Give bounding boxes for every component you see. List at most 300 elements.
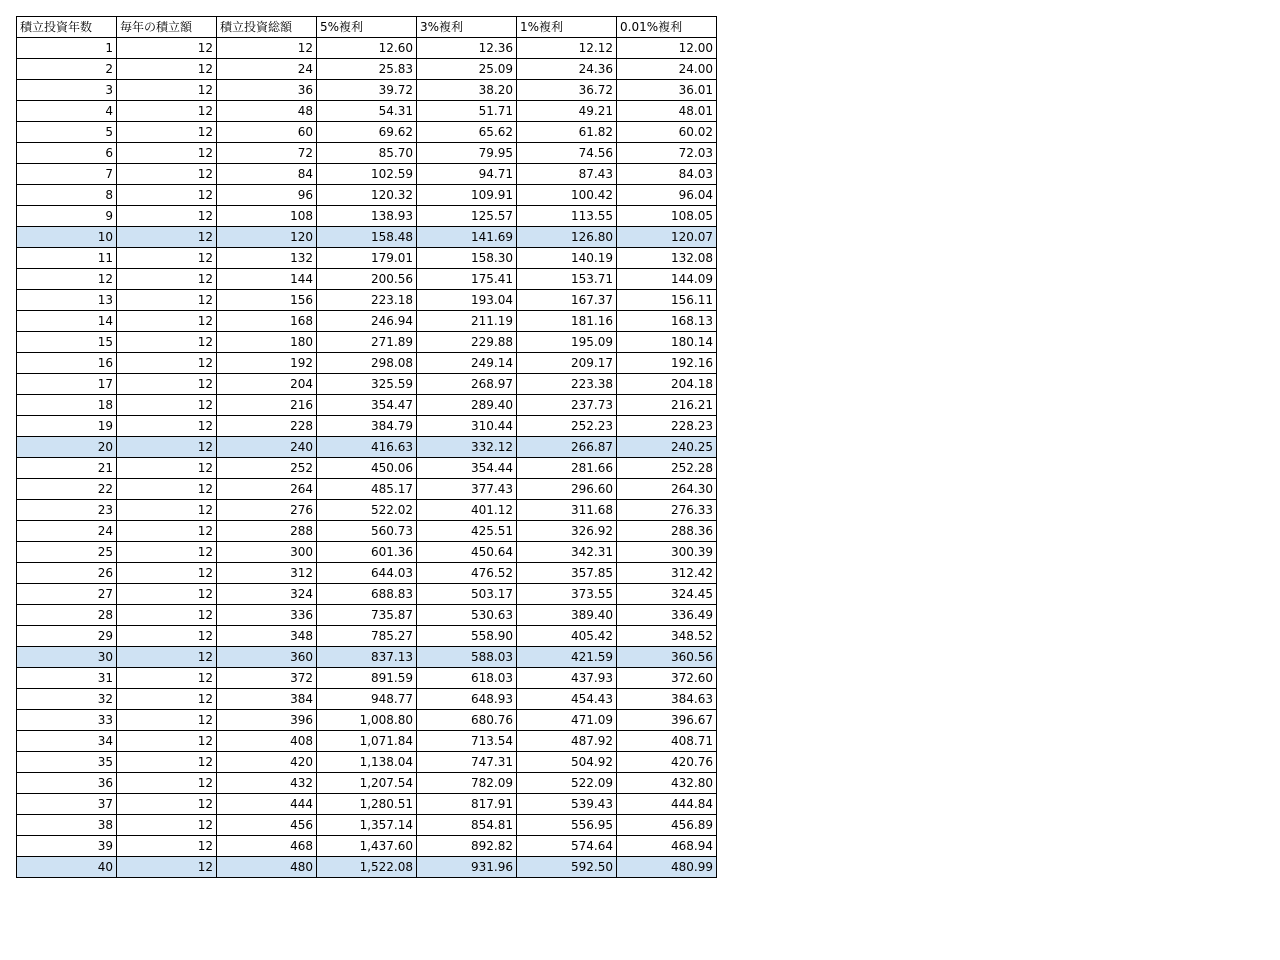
cell-total-invested[interactable]: 384 [217, 689, 317, 710]
cell-rate-0-01[interactable]: 192.16 [617, 353, 717, 374]
cell-total-invested[interactable]: 60 [217, 122, 317, 143]
cell-rate-0-01[interactable]: 468.94 [617, 836, 717, 857]
cell-rate-3[interactable]: 79.95 [417, 143, 517, 164]
cell-rate-3[interactable]: 268.97 [417, 374, 517, 395]
cell-rate-5[interactable]: 485.17 [317, 479, 417, 500]
cell-years[interactable]: 33 [17, 710, 117, 731]
cell-years[interactable]: 7 [17, 164, 117, 185]
cell-rate-1[interactable]: 296.60 [517, 479, 617, 500]
cell-years[interactable]: 4 [17, 101, 117, 122]
cell-annual-amount[interactable]: 12 [117, 731, 217, 752]
cell-rate-0-01[interactable]: 384.63 [617, 689, 717, 710]
cell-rate-5[interactable]: 1,071.84 [317, 731, 417, 752]
cell-annual-amount[interactable]: 12 [117, 353, 217, 374]
cell-total-invested[interactable]: 300 [217, 542, 317, 563]
cell-annual-amount[interactable]: 12 [117, 458, 217, 479]
cell-annual-amount[interactable]: 12 [117, 374, 217, 395]
cell-rate-1[interactable]: 357.85 [517, 563, 617, 584]
cell-rate-1[interactable]: 24.36 [517, 59, 617, 80]
cell-rate-0-01[interactable]: 180.14 [617, 332, 717, 353]
cell-rate-3[interactable]: 618.03 [417, 668, 517, 689]
cell-rate-0-01[interactable]: 312.42 [617, 563, 717, 584]
table-row [17, 605, 717, 626]
cell-rate-1[interactable]: 181.16 [517, 311, 617, 332]
cell-years[interactable]: 21 [17, 458, 117, 479]
cell-annual-amount[interactable]: 12 [117, 248, 217, 269]
cell-rate-3[interactable]: 249.14 [417, 353, 517, 374]
cell-years[interactable]: 1 [17, 38, 117, 59]
cell-rate-0-01[interactable]: 228.23 [617, 416, 717, 437]
cell-rate-1[interactable]: 140.19 [517, 248, 617, 269]
cell-rate-5[interactable]: 1,008.80 [317, 710, 417, 731]
cell-rate-3[interactable]: 38.20 [417, 80, 517, 101]
cell-total-invested[interactable]: 84 [217, 164, 317, 185]
cell-total-invested[interactable]: 48 [217, 101, 317, 122]
cell-rate-0-01[interactable]: 144.09 [617, 269, 717, 290]
cell-total-invested[interactable]: 456 [217, 815, 317, 836]
cell-rate-1[interactable]: 195.09 [517, 332, 617, 353]
cell-rate-0-01[interactable]: 36.01 [617, 80, 717, 101]
cell-rate-5[interactable]: 120.32 [317, 185, 417, 206]
cell-rate-0-01[interactable]: 156.11 [617, 290, 717, 311]
table-row [17, 689, 717, 710]
cell-years[interactable]: 10 [17, 227, 117, 248]
cell-rate-3[interactable]: 401.12 [417, 500, 517, 521]
header-annual-amount[interactable]: 毎年の積立額 [117, 17, 217, 38]
cell-annual-amount[interactable]: 12 [117, 416, 217, 437]
cell-rate-0-01[interactable]: 480.99 [617, 857, 717, 878]
cell-annual-amount[interactable]: 12 [117, 269, 217, 290]
cell-total-invested[interactable]: 36 [217, 80, 317, 101]
cell-years[interactable]: 34 [17, 731, 117, 752]
cell-rate-3[interactable]: 354.44 [417, 458, 517, 479]
cell-rate-5[interactable]: 1,207.54 [317, 773, 417, 794]
cell-total-invested[interactable]: 72 [217, 143, 317, 164]
cell-rate-0-01[interactable]: 408.71 [617, 731, 717, 752]
cell-rate-0-01[interactable]: 132.08 [617, 248, 717, 269]
cell-rate-1[interactable]: 405.42 [517, 626, 617, 647]
cell-total-invested[interactable]: 360 [217, 647, 317, 668]
cell-annual-amount[interactable]: 12 [117, 437, 217, 458]
cell-rate-5[interactable]: 785.27 [317, 626, 417, 647]
cell-rate-1[interactable]: 153.71 [517, 269, 617, 290]
cell-rate-3[interactable]: 713.54 [417, 731, 517, 752]
cell-total-invested[interactable]: 96 [217, 185, 317, 206]
cell-rate-5[interactable]: 1,522.08 [317, 857, 417, 878]
header-row [17, 17, 717, 38]
cell-years[interactable]: 8 [17, 185, 117, 206]
cell-rate-5[interactable]: 138.93 [317, 206, 417, 227]
cell-rate-5[interactable]: 54.31 [317, 101, 417, 122]
cell-rate-1[interactable]: 223.38 [517, 374, 617, 395]
cell-annual-amount[interactable]: 12 [117, 227, 217, 248]
cell-rate-5[interactable]: 200.56 [317, 269, 417, 290]
cell-total-invested[interactable]: 144 [217, 269, 317, 290]
cell-rate-0-01[interactable]: 444.84 [617, 794, 717, 815]
cell-rate-1[interactable]: 49.21 [517, 101, 617, 122]
cell-annual-amount[interactable]: 12 [117, 794, 217, 815]
cell-annual-amount[interactable]: 12 [117, 80, 217, 101]
cell-rate-5[interactable]: 354.47 [317, 395, 417, 416]
cell-rate-5[interactable]: 837.13 [317, 647, 417, 668]
cell-rate-3[interactable]: 588.03 [417, 647, 517, 668]
header-rate-1[interactable]: 1%複利 [517, 17, 617, 38]
cell-rate-5[interactable]: 560.73 [317, 521, 417, 542]
cell-rate-1[interactable]: 74.56 [517, 143, 617, 164]
cell-years[interactable]: 3 [17, 80, 117, 101]
cell-years[interactable]: 6 [17, 143, 117, 164]
cell-rate-1[interactable]: 326.92 [517, 521, 617, 542]
header-years[interactable]: 積立投資年数 [17, 17, 117, 38]
cell-years[interactable]: 24 [17, 521, 117, 542]
cell-rate-3[interactable]: 65.62 [417, 122, 517, 143]
cell-rate-0-01[interactable]: 96.04 [617, 185, 717, 206]
cell-annual-amount[interactable]: 12 [117, 479, 217, 500]
cell-annual-amount[interactable]: 12 [117, 206, 217, 227]
cell-rate-1[interactable]: 574.64 [517, 836, 617, 857]
cell-annual-amount[interactable]: 12 [117, 584, 217, 605]
cell-years[interactable]: 22 [17, 479, 117, 500]
cell-years[interactable]: 40 [17, 857, 117, 878]
cell-rate-1[interactable]: 522.09 [517, 773, 617, 794]
cell-rate-0-01[interactable]: 276.33 [617, 500, 717, 521]
cell-total-invested[interactable]: 180 [217, 332, 317, 353]
cell-total-invested[interactable]: 228 [217, 416, 317, 437]
cell-rate-1[interactable]: 556.95 [517, 815, 617, 836]
cell-total-invested[interactable]: 396 [217, 710, 317, 731]
cell-annual-amount[interactable]: 12 [117, 542, 217, 563]
cell-rate-3[interactable]: 332.12 [417, 437, 517, 458]
cell-annual-amount[interactable]: 12 [117, 500, 217, 521]
cell-rate-5[interactable]: 179.01 [317, 248, 417, 269]
cell-total-invested[interactable]: 480 [217, 857, 317, 878]
cell-rate-3[interactable]: 109.91 [417, 185, 517, 206]
cell-rate-0-01[interactable]: 60.02 [617, 122, 717, 143]
cell-rate-3[interactable]: 817.91 [417, 794, 517, 815]
cell-rate-1[interactable]: 454.43 [517, 689, 617, 710]
cell-annual-amount[interactable]: 12 [117, 836, 217, 857]
cell-rate-5[interactable]: 25.83 [317, 59, 417, 80]
cell-annual-amount[interactable]: 12 [117, 395, 217, 416]
cell-rate-3[interactable]: 158.30 [417, 248, 517, 269]
cell-rate-3[interactable]: 229.88 [417, 332, 517, 353]
cell-rate-3[interactable]: 747.31 [417, 752, 517, 773]
cell-rate-5[interactable]: 1,437.60 [317, 836, 417, 857]
cell-rate-1[interactable]: 281.66 [517, 458, 617, 479]
cell-rate-3[interactable]: 211.19 [417, 311, 517, 332]
table-row [17, 857, 717, 878]
header-total-invested[interactable]: 積立投資総額 [217, 17, 317, 38]
cell-rate-1[interactable]: 504.92 [517, 752, 617, 773]
cell-rate-3[interactable]: 12.36 [417, 38, 517, 59]
cell-annual-amount[interactable]: 12 [117, 143, 217, 164]
cell-rate-1[interactable]: 421.59 [517, 647, 617, 668]
cell-years[interactable]: 38 [17, 815, 117, 836]
cell-rate-0-01[interactable]: 204.18 [617, 374, 717, 395]
cell-rate-5[interactable]: 416.63 [317, 437, 417, 458]
cell-annual-amount[interactable]: 12 [117, 857, 217, 878]
cell-rate-5[interactable]: 522.02 [317, 500, 417, 521]
cell-rate-0-01[interactable]: 240.25 [617, 437, 717, 458]
cell-rate-1[interactable]: 342.31 [517, 542, 617, 563]
cell-rate-5[interactable]: 450.06 [317, 458, 417, 479]
cell-rate-5[interactable]: 12.60 [317, 38, 417, 59]
cell-total-invested[interactable]: 432 [217, 773, 317, 794]
cell-rate-0-01[interactable]: 396.67 [617, 710, 717, 731]
cell-rate-0-01[interactable]: 108.05 [617, 206, 717, 227]
header-rate-0-01[interactable]: 0.01%複利 [617, 17, 717, 38]
cell-rate-1[interactable]: 592.50 [517, 857, 617, 878]
cell-rate-1[interactable]: 36.72 [517, 80, 617, 101]
table-row [17, 731, 717, 752]
cell-total-invested[interactable]: 408 [217, 731, 317, 752]
cell-annual-amount[interactable]: 12 [117, 689, 217, 710]
cell-annual-amount[interactable]: 12 [117, 752, 217, 773]
cell-years[interactable]: 32 [17, 689, 117, 710]
cell-rate-0-01[interactable]: 348.52 [617, 626, 717, 647]
cell-rate-5[interactable]: 735.87 [317, 605, 417, 626]
cell-rate-1[interactable]: 487.92 [517, 731, 617, 752]
cell-rate-5[interactable]: 384.79 [317, 416, 417, 437]
cell-years[interactable]: 17 [17, 374, 117, 395]
cell-rate-5[interactable]: 158.48 [317, 227, 417, 248]
cell-rate-1[interactable]: 237.73 [517, 395, 617, 416]
cell-rate-0-01[interactable]: 288.36 [617, 521, 717, 542]
cell-rate-1[interactable]: 373.55 [517, 584, 617, 605]
cell-annual-amount[interactable]: 12 [117, 290, 217, 311]
cell-rate-0-01[interactable]: 372.60 [617, 668, 717, 689]
cell-total-invested[interactable]: 156 [217, 290, 317, 311]
cell-rate-3[interactable]: 503.17 [417, 584, 517, 605]
cell-total-invested[interactable]: 12 [217, 38, 317, 59]
cell-rate-1[interactable]: 252.23 [517, 416, 617, 437]
cell-total-invested[interactable]: 120 [217, 227, 317, 248]
cell-rate-3[interactable]: 25.09 [417, 59, 517, 80]
cell-years[interactable]: 31 [17, 668, 117, 689]
cell-annual-amount[interactable]: 12 [117, 185, 217, 206]
table-row [17, 311, 717, 332]
cell-total-invested[interactable]: 24 [217, 59, 317, 80]
cell-years[interactable]: 30 [17, 647, 117, 668]
cell-rate-1[interactable]: 471.09 [517, 710, 617, 731]
cell-total-invested[interactable]: 204 [217, 374, 317, 395]
cell-rate-0-01[interactable]: 420.76 [617, 752, 717, 773]
cell-years[interactable]: 26 [17, 563, 117, 584]
cell-rate-0-01[interactable]: 324.45 [617, 584, 717, 605]
cell-years[interactable]: 23 [17, 500, 117, 521]
cell-rate-3[interactable]: 94.71 [417, 164, 517, 185]
cell-rate-3[interactable]: 931.96 [417, 857, 517, 878]
cell-annual-amount[interactable]: 12 [117, 332, 217, 353]
cell-rate-3[interactable]: 141.69 [417, 227, 517, 248]
cell-rate-5[interactable]: 85.70 [317, 143, 417, 164]
cell-annual-amount[interactable]: 12 [117, 521, 217, 542]
cell-years[interactable]: 11 [17, 248, 117, 269]
cell-annual-amount[interactable]: 12 [117, 59, 217, 80]
cell-rate-5[interactable]: 1,138.04 [317, 752, 417, 773]
cell-rate-0-01[interactable]: 456.89 [617, 815, 717, 836]
cell-total-invested[interactable]: 312 [217, 563, 317, 584]
cell-rate-0-01[interactable]: 252.28 [617, 458, 717, 479]
cell-years[interactable]: 36 [17, 773, 117, 794]
cell-rate-5[interactable]: 891.59 [317, 668, 417, 689]
cell-rate-3[interactable]: 782.09 [417, 773, 517, 794]
cell-rate-1[interactable]: 113.55 [517, 206, 617, 227]
cell-rate-1[interactable]: 311.68 [517, 500, 617, 521]
table-row [17, 542, 717, 563]
cell-rate-1[interactable]: 100.42 [517, 185, 617, 206]
cell-total-invested[interactable]: 252 [217, 458, 317, 479]
cell-total-invested[interactable]: 276 [217, 500, 317, 521]
cell-rate-0-01[interactable]: 216.21 [617, 395, 717, 416]
cell-rate-3[interactable]: 310.44 [417, 416, 517, 437]
cell-rate-3[interactable]: 680.76 [417, 710, 517, 731]
cell-rate-1[interactable]: 87.43 [517, 164, 617, 185]
cell-rate-5[interactable]: 644.03 [317, 563, 417, 584]
cell-years[interactable]: 29 [17, 626, 117, 647]
cell-rate-1[interactable]: 167.37 [517, 290, 617, 311]
cell-total-invested[interactable]: 108 [217, 206, 317, 227]
table-row [17, 794, 717, 815]
cell-rate-0-01[interactable]: 120.07 [617, 227, 717, 248]
cell-total-invested[interactable]: 132 [217, 248, 317, 269]
cell-rate-1[interactable]: 437.93 [517, 668, 617, 689]
table-row [17, 479, 717, 500]
cell-rate-5[interactable]: 948.77 [317, 689, 417, 710]
cell-total-invested[interactable]: 444 [217, 794, 317, 815]
cell-rate-1[interactable]: 61.82 [517, 122, 617, 143]
cell-total-invested[interactable]: 264 [217, 479, 317, 500]
cell-rate-3[interactable]: 892.82 [417, 836, 517, 857]
cell-total-invested[interactable]: 192 [217, 353, 317, 374]
cell-years[interactable]: 35 [17, 752, 117, 773]
investment-table [16, 16, 717, 878]
cell-rate-5[interactable]: 39.72 [317, 80, 417, 101]
cell-annual-amount[interactable]: 12 [117, 773, 217, 794]
cell-total-invested[interactable]: 348 [217, 626, 317, 647]
cell-rate-5[interactable]: 102.59 [317, 164, 417, 185]
cell-rate-5[interactable]: 688.83 [317, 584, 417, 605]
cell-years[interactable]: 15 [17, 332, 117, 353]
cell-rate-3[interactable]: 51.71 [417, 101, 517, 122]
cell-rate-3[interactable]: 558.90 [417, 626, 517, 647]
cell-annual-amount[interactable]: 12 [117, 38, 217, 59]
cell-total-invested[interactable]: 216 [217, 395, 317, 416]
cell-rate-3[interactable]: 854.81 [417, 815, 517, 836]
cell-annual-amount[interactable]: 12 [117, 647, 217, 668]
cell-rate-0-01[interactable]: 48.01 [617, 101, 717, 122]
cell-annual-amount[interactable]: 12 [117, 311, 217, 332]
cell-years[interactable]: 2 [17, 59, 117, 80]
cell-rate-3[interactable]: 125.57 [417, 206, 517, 227]
cell-rate-1[interactable]: 209.17 [517, 353, 617, 374]
cell-rate-0-01[interactable]: 300.39 [617, 542, 717, 563]
cell-rate-3[interactable]: 476.52 [417, 563, 517, 584]
cell-rate-0-01[interactable]: 12.00 [617, 38, 717, 59]
header-rate-5[interactable]: 5%複利 [317, 17, 417, 38]
cell-years[interactable]: 9 [17, 206, 117, 227]
cell-rate-5[interactable]: 325.59 [317, 374, 417, 395]
cell-rate-5[interactable]: 246.94 [317, 311, 417, 332]
cell-rate-3[interactable]: 425.51 [417, 521, 517, 542]
cell-rate-1[interactable]: 389.40 [517, 605, 617, 626]
cell-years[interactable]: 20 [17, 437, 117, 458]
cell-annual-amount[interactable]: 12 [117, 563, 217, 584]
cell-rate-3[interactable]: 175.41 [417, 269, 517, 290]
cell-total-invested[interactable]: 420 [217, 752, 317, 773]
cell-total-invested[interactable]: 240 [217, 437, 317, 458]
cell-years[interactable]: 27 [17, 584, 117, 605]
cell-annual-amount[interactable]: 12 [117, 668, 217, 689]
cell-total-invested[interactable]: 288 [217, 521, 317, 542]
cell-rate-0-01[interactable]: 24.00 [617, 59, 717, 80]
table-row [17, 185, 717, 206]
cell-years[interactable]: 16 [17, 353, 117, 374]
cell-annual-amount[interactable]: 12 [117, 164, 217, 185]
cell-rate-0-01[interactable]: 360.56 [617, 647, 717, 668]
cell-total-invested[interactable]: 324 [217, 584, 317, 605]
cell-rate-3[interactable]: 648.93 [417, 689, 517, 710]
cell-years[interactable]: 25 [17, 542, 117, 563]
cell-years[interactable]: 5 [17, 122, 117, 143]
cell-rate-5[interactable]: 1,357.14 [317, 815, 417, 836]
cell-rate-5[interactable]: 1,280.51 [317, 794, 417, 815]
cell-years[interactable]: 12 [17, 269, 117, 290]
cell-years[interactable]: 14 [17, 311, 117, 332]
cell-rate-3[interactable]: 530.63 [417, 605, 517, 626]
cell-rate-3[interactable]: 193.04 [417, 290, 517, 311]
cell-rate-5[interactable]: 69.62 [317, 122, 417, 143]
cell-rate-5[interactable]: 271.89 [317, 332, 417, 353]
cell-rate-0-01[interactable]: 84.03 [617, 164, 717, 185]
cell-rate-0-01[interactable]: 336.49 [617, 605, 717, 626]
header-rate-3[interactable]: 3%複利 [417, 17, 517, 38]
cell-total-invested[interactable]: 468 [217, 836, 317, 857]
cell-annual-amount[interactable]: 12 [117, 101, 217, 122]
cell-total-invested[interactable]: 372 [217, 668, 317, 689]
cell-years[interactable]: 37 [17, 794, 117, 815]
cell-rate-1[interactable]: 12.12 [517, 38, 617, 59]
table-row [17, 563, 717, 584]
cell-total-invested[interactable]: 336 [217, 605, 317, 626]
cell-years[interactable]: 13 [17, 290, 117, 311]
cell-annual-amount[interactable]: 12 [117, 710, 217, 731]
cell-rate-3[interactable]: 289.40 [417, 395, 517, 416]
cell-years[interactable]: 39 [17, 836, 117, 857]
cell-annual-amount[interactable]: 12 [117, 605, 217, 626]
cell-annual-amount[interactable]: 12 [117, 122, 217, 143]
table-row [17, 815, 717, 836]
cell-rate-1[interactable]: 266.87 [517, 437, 617, 458]
cell-rate-5[interactable]: 298.08 [317, 353, 417, 374]
cell-total-invested[interactable]: 168 [217, 311, 317, 332]
cell-years[interactable]: 28 [17, 605, 117, 626]
cell-rate-1[interactable]: 539.43 [517, 794, 617, 815]
cell-rate-5[interactable]: 601.36 [317, 542, 417, 563]
cell-annual-amount[interactable]: 12 [117, 626, 217, 647]
cell-rate-3[interactable]: 377.43 [417, 479, 517, 500]
cell-rate-0-01[interactable]: 264.30 [617, 479, 717, 500]
cell-rate-0-01[interactable]: 432.80 [617, 773, 717, 794]
cell-rate-0-01[interactable]: 72.03 [617, 143, 717, 164]
cell-years[interactable]: 19 [17, 416, 117, 437]
cell-rate-5[interactable]: 223.18 [317, 290, 417, 311]
cell-rate-3[interactable]: 450.64 [417, 542, 517, 563]
cell-years[interactable]: 18 [17, 395, 117, 416]
cell-annual-amount[interactable]: 12 [117, 815, 217, 836]
cell-rate-0-01[interactable]: 168.13 [617, 311, 717, 332]
cell-rate-1[interactable]: 126.80 [517, 227, 617, 248]
